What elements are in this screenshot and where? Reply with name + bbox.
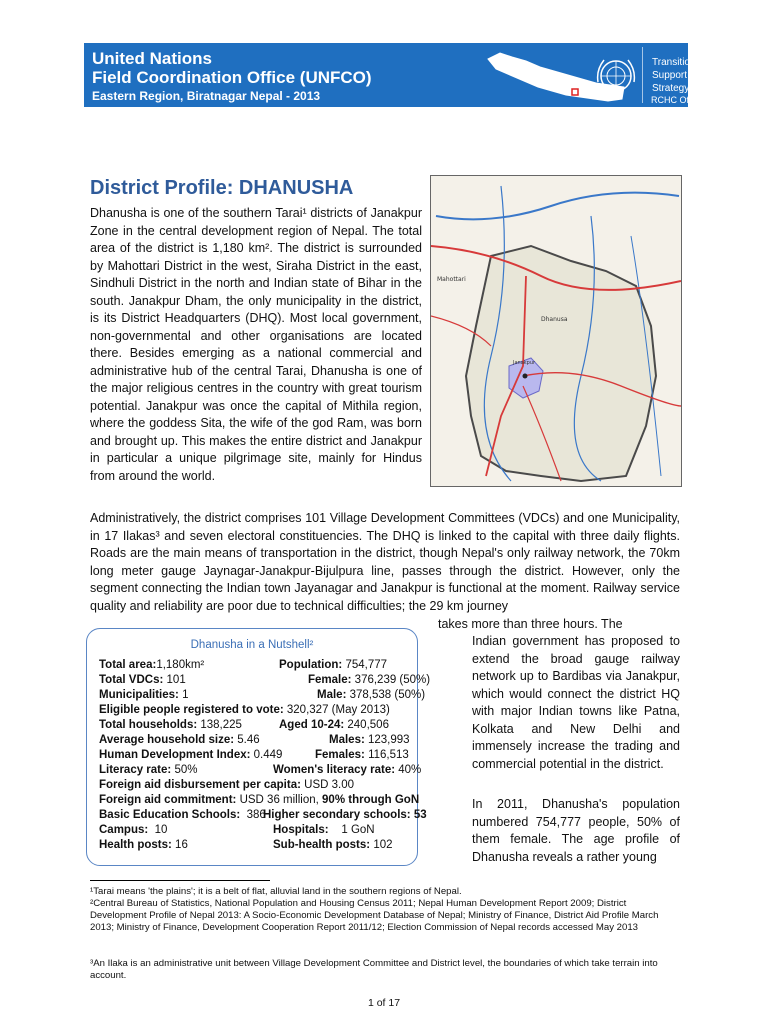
org-name: United Nations (92, 49, 212, 68)
row-aged-10-24: Aged 10-24: 240,506 (279, 719, 389, 731)
population-paragraph: In 2011, Dhanusha's population numbered 754,777 people, 50% of them female. The age profile of Dhanusha reveals a rather young (472, 797, 680, 864)
footnote-2: ²Central Bureau of Statistics, National Population and Housing Census 2011; Nepal Human Development Report 2009; District Development Profile of Nepal 2013: A Socio-Economic Development Database of Nepal; Ministry of Finance, District Aid Profile March 2013; Ministry of Finance, Development Cooperation Report 2011/12; Election Commission of Nepal records accessed May 2013 (90, 898, 659, 933)
row-males: Males: 123,993 (329, 734, 410, 746)
row-aid-per-capita: Foreign aid disbursement per capita: USD 3.00 (99, 779, 354, 791)
footnote-rule (90, 880, 270, 881)
row-higher-secondary: Higher secondary schools: 53 (263, 809, 427, 821)
row-municipalities: Municipalities: 1 (99, 689, 189, 701)
row-females: Females: 116,513 (315, 749, 409, 761)
nutshell-title: Dhanusha in a Nutshell² (190, 639, 314, 651)
admin-paragraph: Administratively, the district comprises 101 Village Development Committees (VDCs) and one Municipality, in 17 Ilakas³ and seven electoral constituencies. The DHQ is linked to the capital with three daily flights. Roads are the main means of transportation in the district, though Nepal's only railway network, the 70km long meter gauge Jaynagar-Janakpur-Bijulpura line, passes through the district. However, only the segment connecting the Indian town Jayanagar and Janakpur is functional at the moment. Railway service quality and reliability are poor due to technical difficulties; the 29 km journey (90, 511, 680, 613)
row-area: Total area:1,180km² (99, 659, 205, 671)
district-map-drawing (431, 176, 681, 486)
page-title: District Profile: DHANUSHA (90, 177, 354, 199)
row-hospitals: Hospitals: 1 GoN (273, 824, 375, 836)
banner-divider (642, 47, 643, 103)
row-hdi: Human Development Index: 0.449 (99, 749, 283, 761)
admin-paragraph-cont: takes more than three hours. The (438, 617, 623, 631)
map-label-janakpur: Janakpur (513, 360, 536, 366)
district-map (430, 175, 682, 487)
region-line: Eastern Region, Biratnagar Nepal - 2013 (92, 89, 321, 103)
row-households: Total households: 138,225 (99, 719, 242, 731)
row-basic-schools: Basic Education Schools: 386 (99, 809, 266, 821)
tss-label (652, 56, 696, 95)
tss-word-3: Strategy (652, 83, 690, 94)
row-women-literacy: Women's literacy rate: 40% (273, 764, 422, 776)
row-campus: Campus: 10 (99, 824, 168, 836)
district-area (466, 246, 656, 481)
page-number: 1 of 17 (367, 997, 401, 1009)
row-eligible-voters: Eligible people registered to vote: 320,327 (May 2013) (99, 704, 390, 716)
footnote-1: ¹Tarai means 'the plains'; it is a belt of flat, alluvial land in the southern regions of Nepal. (90, 886, 462, 897)
nutshell-box (86, 628, 431, 866)
tss-word-1: Transition (652, 57, 696, 68)
row-sub-health-posts: Sub-health posts: 102 (273, 839, 393, 851)
row-vdcs: Total VDCs: 101 (99, 674, 186, 686)
row-female: Female: 376,239 (50%) (308, 674, 431, 686)
river-1 (436, 193, 679, 220)
footnote-3: ³An Ilaka is an administrative unit between Village Development Committee and District level, the boundaries of which take terrain into account. (90, 958, 658, 981)
railway-paragraph: Indian government has proposed to extend the broad gauge railway network up to Bardibas via Janakpur, which would connect the district HQ with major Indian towns like Patna, Kolkata and New Delhi and immensely increase the trading and commercial potential in the district. (472, 634, 680, 771)
header-banner (84, 43, 732, 107)
map-label-dhanusa: Dhanusa (541, 316, 568, 323)
map-label-mahottari: Mahottari (437, 276, 466, 283)
un-emblem-icon (592, 52, 640, 100)
tss-word-2: Support (652, 70, 688, 81)
row-household-size: Average household size: 5.46 (99, 734, 260, 746)
janakpur-marker (523, 374, 528, 379)
row-population: Population: 754,777 (279, 659, 388, 671)
row-health-posts: Health posts: 16 (99, 839, 188, 851)
row-aid-commitment: Foreign aid commitment: USD 36 million, 90% through GoN (99, 794, 420, 806)
intro-paragraph: Dhanusha is one of the southern Tarai¹ districts of Janakpur Zone in the central development region of Nepal. The total area of the district is 1,180 km². The district is surrounded by Mahottari District in the west, Siraha District in the east, Sindhuli District in the north and Indian state of Bihar in the south. Janakpur Dham, the only municipality in the district, is its District Headquarters (DHQ). Most local government, non-governmental and other organisations are located there. Besides emerging as a national commercial and administrative hub of the central Tarai, Dhanusha is one of the major religious centres in the country with great tourism potential. Janakpur was once the capital of Mithila region, where the goddess Sita, the wife of the god Ram, was born and brought up. This makes the entire district and Janakpur in particular a unique pilgrimage site, mainly for Hindus from around the world. (90, 206, 422, 483)
office-name: Field Coordination Office (UNFCO) (92, 68, 372, 87)
rchc-label: RCHC Office, Nepal (651, 95, 732, 105)
row-male: Male: 378,538 (50%) (317, 689, 426, 701)
row-literacy: Literacy rate: 50% (99, 764, 198, 776)
